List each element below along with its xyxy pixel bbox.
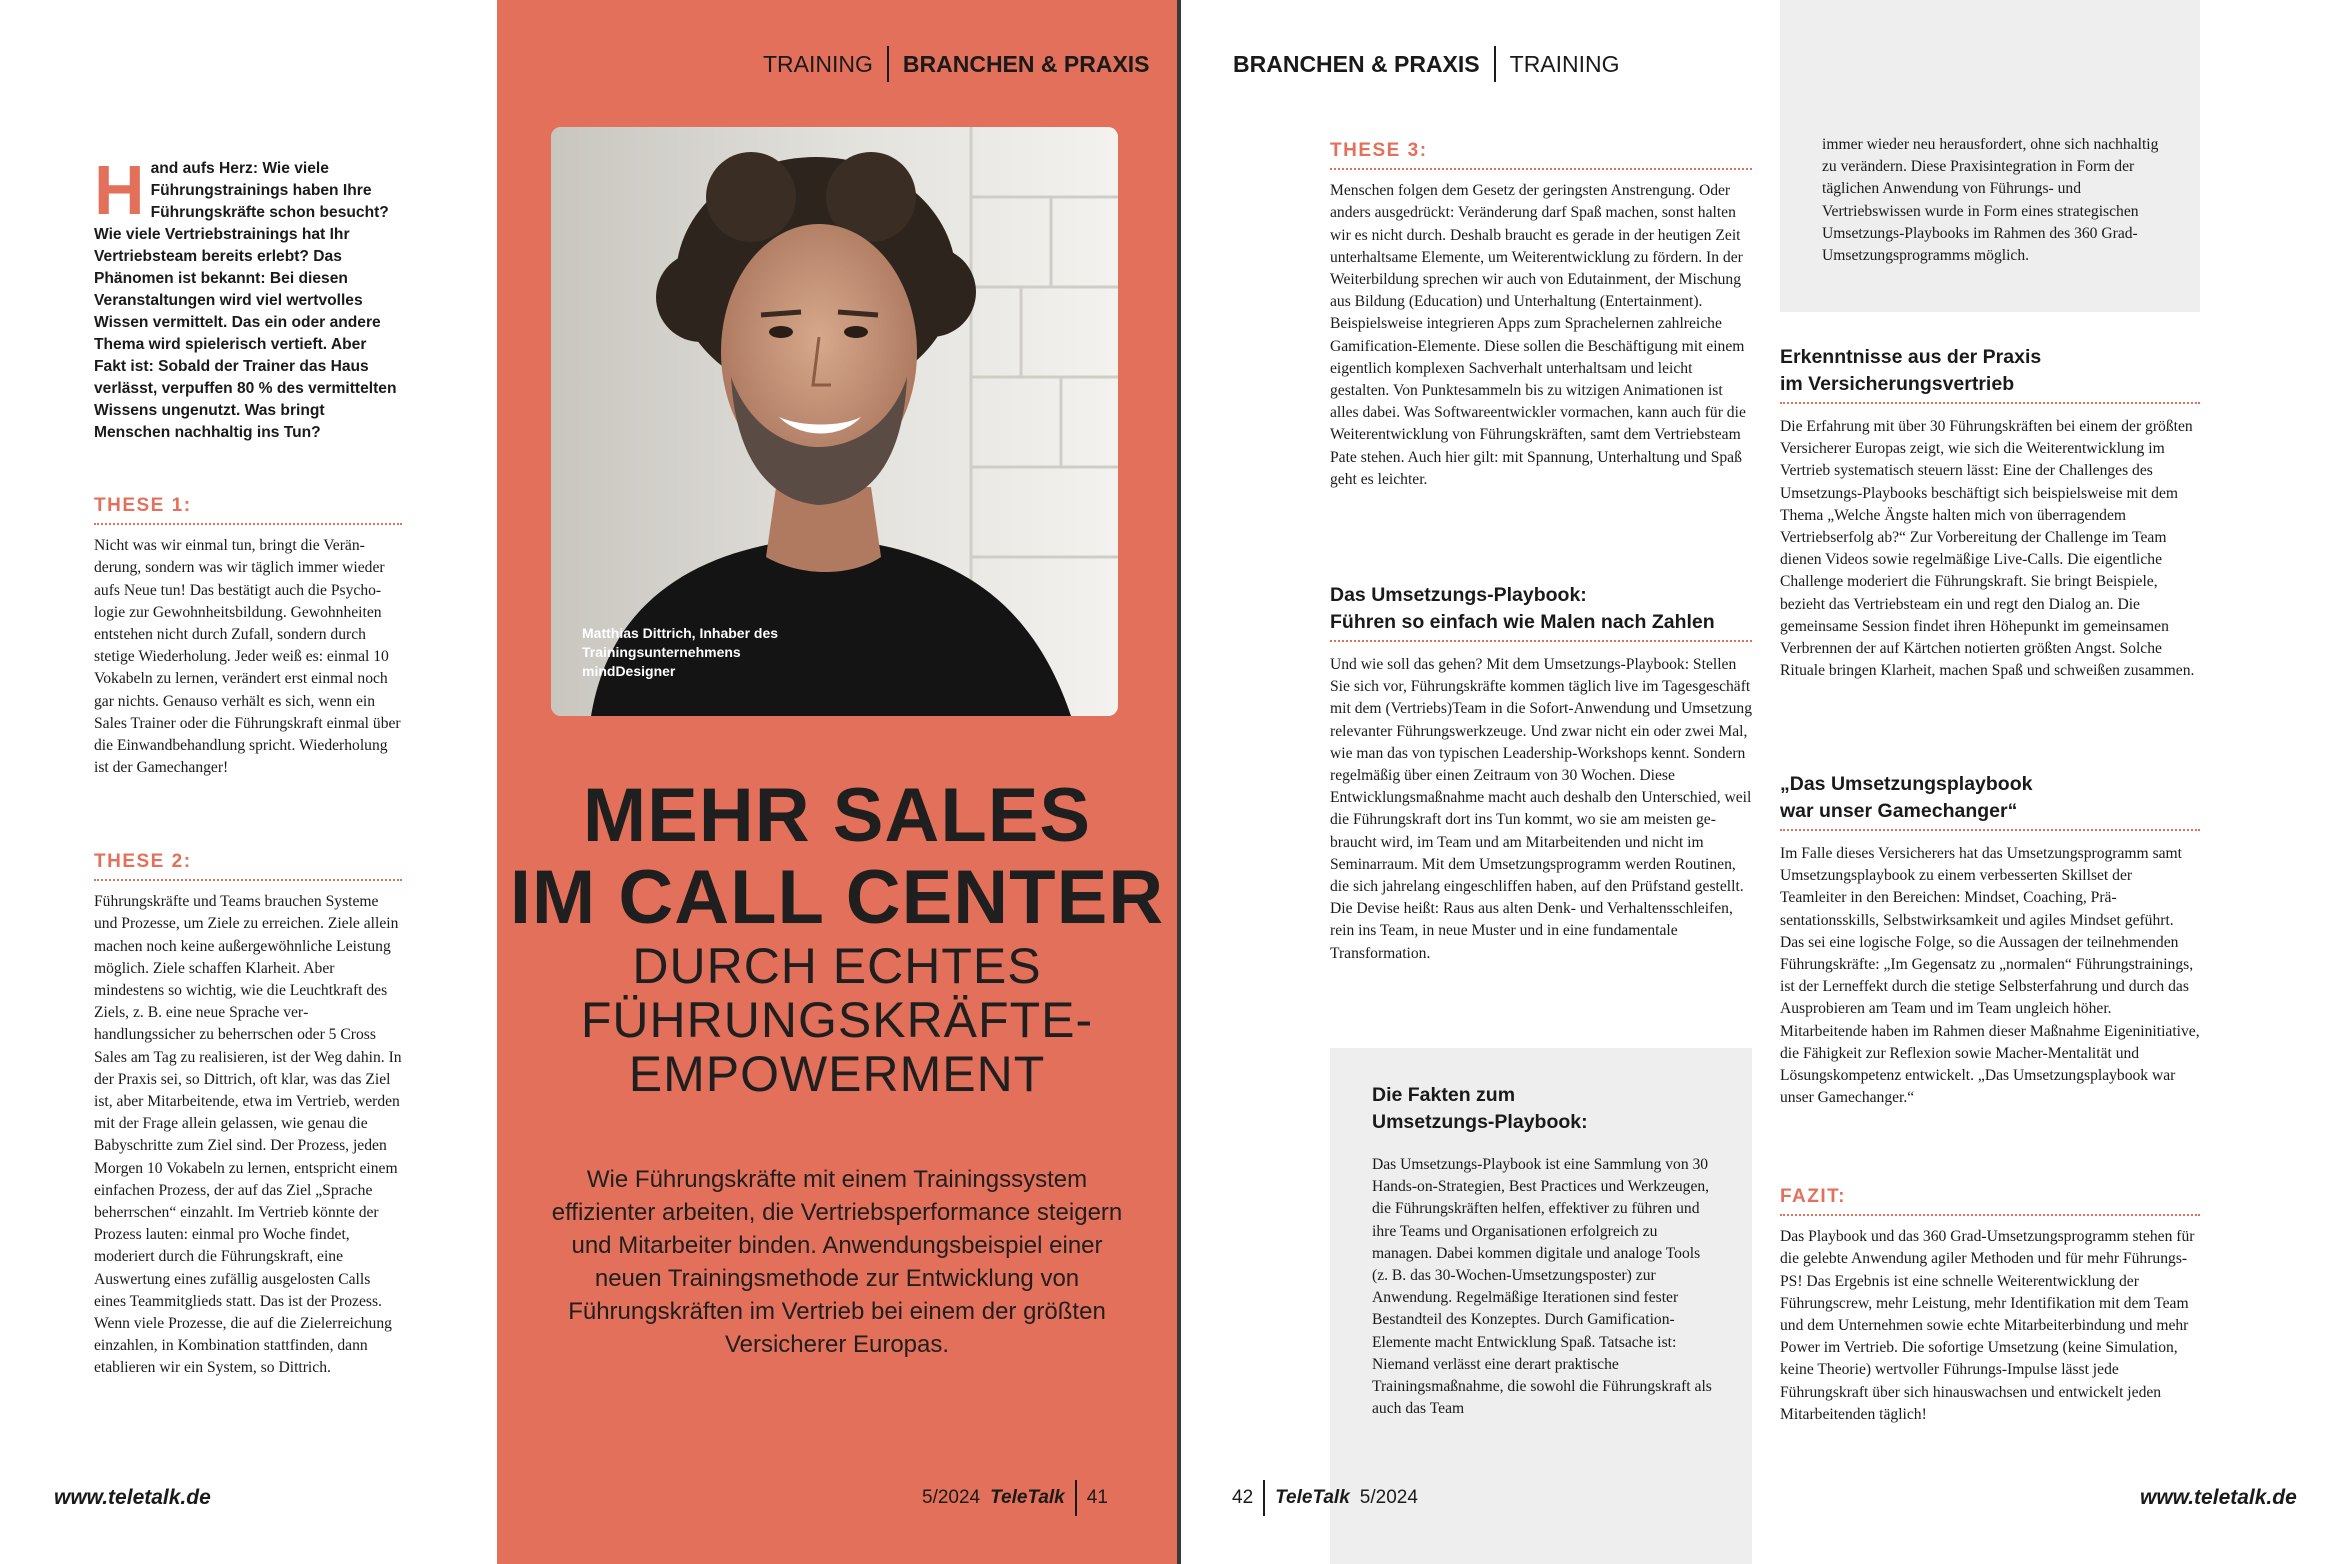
fazit-section <box>1780 1186 2200 1426</box>
erkenntnisse-text: Die Erfahrung mit über 30 Führungskräften bei einem der größten Versicherer Europas zeigt, wie sich die Weiterentwicklung im Vertrieb systematisch steuern lässt: Eine der Challenges des Umsetzungs-Playbooks beschäftigt sich beispielsweise mit dem Thema „Welche Ängste halten mich von überragendem Vertriebserfolg ab?“ Zur Vorbereitung der Challenge im Team dienen Videos sowie regelmäßige Live-Calls. Die eigentliche Challenge moderiert die Führungskraft. Sie bringt Beispiele, bezieht das Vertriebsteam ein und regt den Dialog an. Die gemeinsame Session findet ihren Höhepunkt im gemeinsamen Verbrennen der auf Kärtchen notierten größten Angst. Solche Rituale bringen Klarheit, machen Spaß und schweißen zusammen. <box>1780 418 2195 680</box>
fazit-title: FAZIT: <box>1780 1186 2200 1216</box>
running-head-divider <box>1494 46 1496 82</box>
article-lede: Wie Führungskräfte mit einem Trainingssystem effizienter arbeiten, die Vertriebsperformance steigern und Mitarbeiter binden. Anwendungsbeispiel einer neuen Trainingsmethode zur Entwicklung von Führungskräften im Vertrieb bei einem der größten Versicherer Europas. <box>551 1166 1123 1358</box>
drop-cap: H <box>94 151 145 229</box>
running-head-divider <box>887 46 889 82</box>
left-footer-url[interactable]: www.teletalk.de <box>54 1486 211 1509</box>
folio-brand: TeleTalk <box>1275 1487 1350 1508</box>
headline-line-3: DURCH ECHTES <box>632 938 1042 994</box>
right-running-head <box>1233 46 1620 82</box>
erkenntnisse-section <box>1780 344 2200 682</box>
article-headline <box>497 775 1177 1101</box>
headline-line-1: MEHR SALES <box>582 773 1092 858</box>
facts-section <box>1372 1082 1716 1420</box>
fazit-text: Das Playbook und das 360 Grad-Umsetzungsprogramm stehen für die gelebte Anwendung agiler Methoden und für mehr Führungs-PS! Das Ergebnis ist eine schnelle Weiterentwicklung der Führungscrew, mehr Leistung, mehr Identifikation mit dem Team und dem Unternehmen sowie echte Mitarbeiterbindung und mehr Power im Vertrieb. Die sofortige Umsetzung (keine Simulation, keine Theorie) wertvoller Führungs-Impulse lässt jede Führungskraft über sich hinauswachsen und entwickelt jeden Mitarbeitenden täglich! <box>1780 1228 2195 1423</box>
left-folio <box>922 1480 1108 1516</box>
right-footer-url[interactable]: www.teletalk.de <box>2140 1486 2297 1509</box>
gamechanger-title-line-1: „Das Umsetzungsplaybook <box>1780 773 2033 795</box>
playbook-text: Und wie soll das gehen? Mit dem Umsetzungs-Playbook: Stellen Sie sich vor, Führungskräfte kommen täglich live im Tagesgeschäft mit dem (Vertriebs)Team in die Sofort-Anwendung und Umsetzung relevanter Führungswerkzeuge. Und zwar nicht ein oder zwei Mal, wie man das von typischen Leadership-Workshops kennt. Sondern regelmäßig über einen Zeitraum von 30 Wochen. Diese Entwicklungsmaßnahme macht auch deshalb den Unterschied, weil die Führungskraft dort ins Tun kommt, wo sie am meisten gebraucht wird, im Team und am Mitarbeitenden und nicht im Seminarraum. Mit dem Umsetzungsprogramm werden Routinen, die sich jahrelang eingeschliffen haben, auf den Prüfstand gestellt. Die Devise heißt: Raus aus alten Denk- und Verhaltensschleifen, rein ins Team, in neue Muster und in eine fundamentale Transformation. <box>1330 656 1753 962</box>
gamechanger-text: Im Falle dieses Versicherers hat das Umsetzungsprogramm samt Umsetzungsplaybook zu einem verbesserten Skillset der Teamleiter in den Bereichen: Mindset, Coaching, Präsentationsskills, Selbstwirksamkeit und agiles Mindset geführt. Das sei eine logische Folge, so die Aussagen der teilnehmenden Führungskräfte: „Im Gegensatz zu „normalen“ Führungstrainings, ist der Lerneffekt durch die stetige Selbsterfahrung und durch das Ausprobieren am Team und im Team ungleich höher. Mitarbeitende haben im Rahmen dieser Maßnahme Eigeninitiative, die Fähigkeit zur Reflexion sowie Macher-Mentalität und Lösungskompetenz entwickelt. „Das Umsetzungsplaybook war unser Gamechanger.“ <box>1780 845 2200 1107</box>
these-2-text: Führungskräfte und Teams brauchen Systeme und Prozesse, um Ziele zu erreichen. Ziele allein machen noch keine außergewöhnliche Leistung möglich. Ziele schaffen Klarheit. Aber mindestens so wichtig, wie die Leuchtkraft des Ziels, z. B. eine neue Sprache verhandlungssicher zu beherrschen oder 5 Cross Sales am Tag zu realisieren, ist der Weg dahin. In der Praxis sei, so Dittrich, oft klar, was das Ziel ist, aber Mitarbeitende, etwa im Vertrieb, werden mit der Frage allein gelassen, wie genau die Babyschritte zum Ziel sind. Der Prozess, jeden Morgen 10 Vokabeln zu lernen, entspricht einem einfachen Prozess, der auf das Ziel „Sprache beherrschen“ einzahlt. Im Vertrieb könnte der Prozess lauten: einmal pro Woche findet, moderiert durch die Führungskraft, eine Auswertung eines zufällig ausgelosten Calls eines Teammitglieds statt. Das ist der Prozess. Wenn viele Prozesse, die auf die Zielerreichung einzahlen, in Kombination stattfinden, dann etablieren wir ein System, so Dittrich. <box>94 893 402 1377</box>
intro-text: and aufs Herz: Wie viele Führungstrainings haben Ihre Führungskräfte schon besucht? Wie viele Vertriebstrainings hat Ihr Vertriebsteam bereits erlebt? Das Phänomen ist bekannt: Bei diesen Veranstaltungen wird viel wertvolles Wissen vermittelt. Das ein oder andere Thema wird spielerisch vertieft. Aber Fakt ist: Sobald der Trainer das Haus verlässt, verpuffen 80 % des vermittelten Wissens ungenutzt. Was bringt Menschen nachhaltig ins Tun? <box>94 160 397 441</box>
headline-line-4: FÜHRUNGSKRÄFTE- <box>580 992 1094 1048</box>
facts-title <box>1372 1082 1716 1140</box>
erkenntnisse-title-line-2: im Versicherungsvertrieb <box>1780 373 2015 395</box>
right-folio <box>1232 1480 1418 1516</box>
folio-page-number: 42 <box>1232 1487 1254 1508</box>
erkenntnisse-title <box>1780 344 2200 404</box>
left-running-head <box>763 46 1150 82</box>
running-head-section: TRAINING <box>1509 50 1620 77</box>
folio-issue: 5/2024 <box>922 1487 981 1508</box>
these-2-section <box>94 851 402 1380</box>
playbook-section <box>1330 582 1752 965</box>
these-1-text: Nicht was wir einmal tun, bringt die Veränderung, sondern was wir täglich immer wieder aufs Neue tun! Das bestätigt auch die Psychologie zur Gewohnheitsbildung. Gewohnheiten entstehen nicht durch Zufall, sondern durch stetige Wiederholung. Jeder weiß es: einmal 10 Vokabeln zu lernen, verändert erst einmal noch gar nichts. Genauso verhält es sich, wenn ein Sales Trainer oder die Führungskraft einmal über die Einwandbehandlung spricht. Wiederholung ist der Gamechanger! <box>94 537 401 777</box>
these-3-text: Menschen folgen dem Gesetz der geringsten Anstrengung. Oder anders ausgedrückt: Veränderung darf Spaß machen, sonst halten wir es nicht durch. Deshalb braucht es gerade in der heutigen Zeit unterhaltsame Elemente, um Weiterentwicklung zu fördern. In der Weiterbildung sprechen wir auch von Edutainment, der Mischung aus Bildung (Education) und Unterhaltung (Entertainment). Beispielsweise integrieren Apps zum Sprachelernen zahlreiche Gamification-Elemente. Diese sollen die Beschäftigung mit einem eigentlich komplexen Sachverhalt unterhaltsam und leicht gestalten. Von Punktesammeln bis zu witzigen Animationen ist alles dabei. Was Softwareentwickler vormachen, kann auch für die Weiterentwicklung von Führungskräften, samt dem Vertriebsteam Pate stehen. Auch hier gilt: mit Spannung, Unterhaltung und Spaß geht es leichter. <box>1330 182 1746 488</box>
gamechanger-title <box>1780 771 2200 831</box>
folio-divider <box>1263 1480 1265 1516</box>
facts-continuation <box>1822 134 2166 267</box>
running-head-category: BRANCHEN & PRAXIS <box>902 50 1150 77</box>
intro-paragraph <box>94 151 402 444</box>
facts-text: Das Umsetzungs-Playbook ist eine Sammlung von 30 Hands-on-Strategien, Best Practices und Werkzeugen, die Führungskräften helfen, effektiver zu führen und ihre Teams und Organisationen erfolgreich zu managen. Dabei kommen digitale und analoge Tools (z. B. das 30-Wochen-Umsetzungsposter) zur Anwendung. Regelmäßige Iterationen sind fester Bestandteil des Konzeptes. Durch Gamification-Elemente macht Entwicklung Spaß. Tatsache ist: Niemand verlässt eine derart praktische Trainingsmaßnahme, die sowohl die Führungskraft als auch das Team <box>1372 1156 1712 1418</box>
playbook-title-line-1: Das Umsetzungs-Playbook: <box>1330 584 1587 606</box>
erkenntnisse-title-line-1: Erkenntnisse aus der Praxis <box>1780 346 2042 368</box>
facts-continuation-text: immer wieder neu herausfordert, ohne sich nachhaltig zu verändern. Diese Praxisintegration in Form der täglichen Anwendung von Führungs- und Vertriebswissen wurde in Form eines strategischen Umsetzungs-Playbooks im Rahmen des 360 Grad-Umsetzungsprogramms möglich. <box>1822 136 2159 265</box>
these-1-section <box>94 495 402 779</box>
folio-page-number: 41 <box>1086 1487 1108 1508</box>
page-spine <box>1177 0 1181 1564</box>
facts-title-line-2: Umsetzungs-Playbook: <box>1372 1111 1588 1133</box>
these-2-title: THESE 2: <box>94 851 402 881</box>
folio-divider <box>1075 1480 1077 1516</box>
headline-line-2: IM CALL CENTER <box>509 855 1165 940</box>
these-3-section <box>1330 140 1752 491</box>
folio-brand: TeleTalk <box>990 1487 1065 1508</box>
folio-issue: 5/2024 <box>1359 1487 1418 1508</box>
gamechanger-section <box>1780 771 2200 1109</box>
headline-line-5: EMPOWERMENT <box>628 1046 1046 1102</box>
these-1-title: THESE 1: <box>94 495 402 525</box>
these-3-title: THESE 3: <box>1330 140 1752 170</box>
photo-caption: Matthias Dittrich, Inhaber des Trainingsunternehmens mindDesigner <box>582 625 779 679</box>
running-head-category: BRANCHEN & PRAXIS <box>1233 50 1480 77</box>
facts-title-line-1: Die Fakten zum <box>1372 1084 1516 1106</box>
playbook-title <box>1330 582 1752 642</box>
gamechanger-title-line-2: war unser Gamechanger“ <box>1780 800 2018 822</box>
running-head-section: TRAINING <box>763 50 873 77</box>
playbook-title-line-2: Führen so einfach wie Malen nach Zahlen <box>1330 611 1715 633</box>
